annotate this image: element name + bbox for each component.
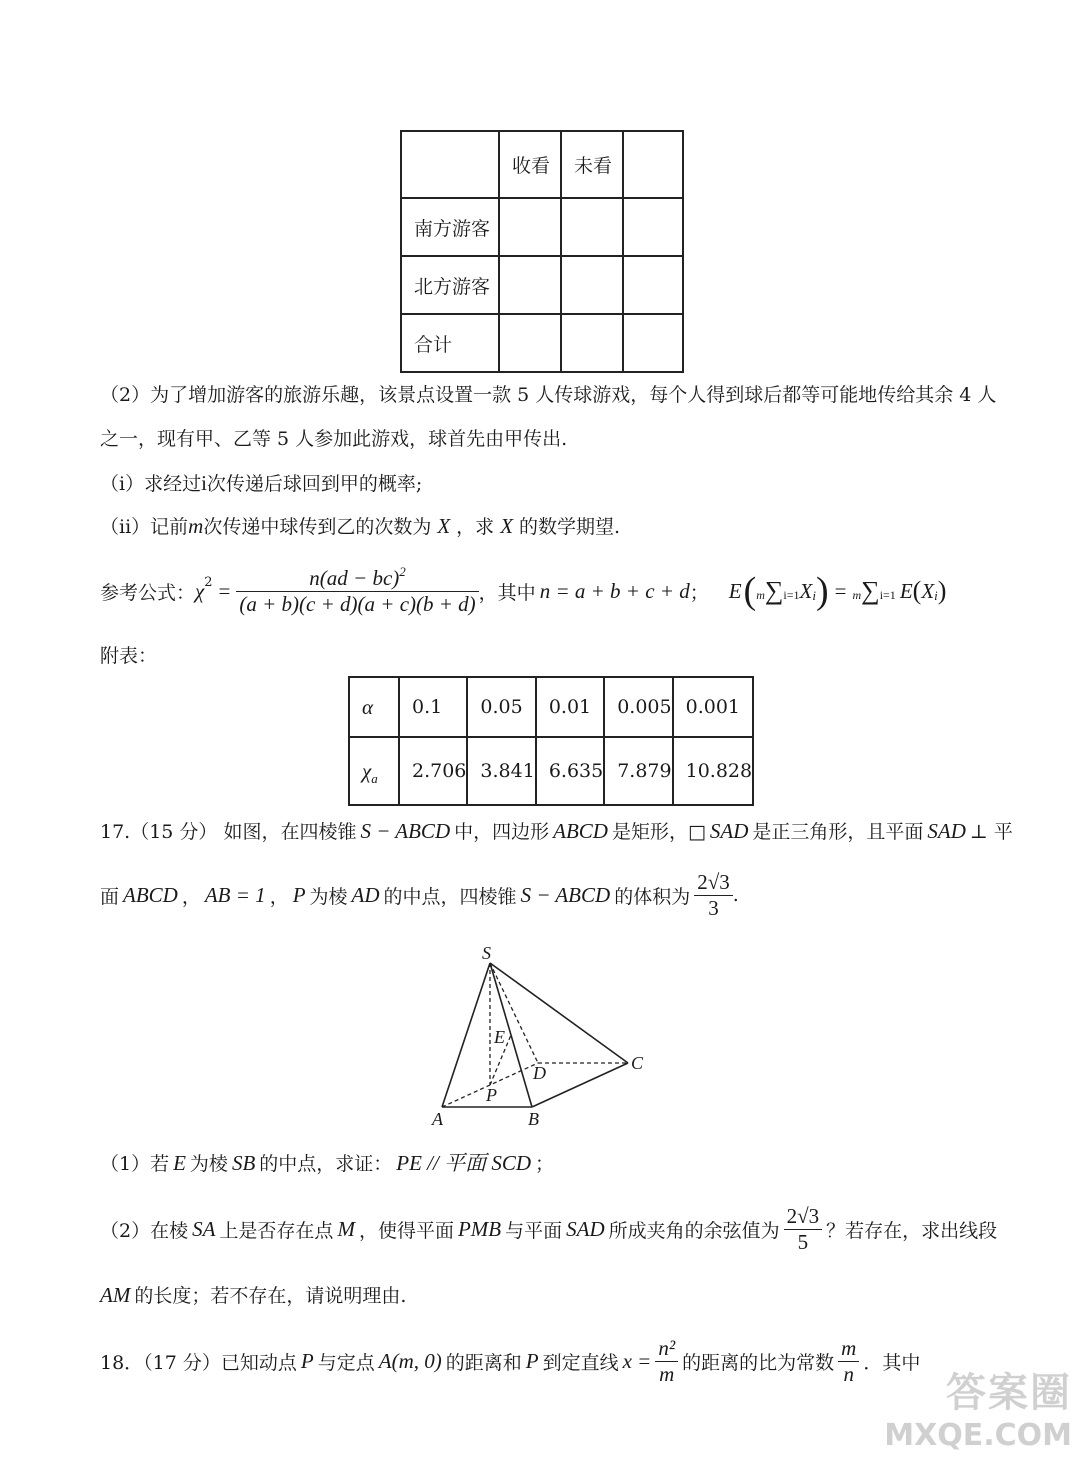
text: 的体积为 — [614, 885, 691, 908]
math-expr: SB — [231, 1151, 256, 1175]
table-cell — [499, 314, 561, 372]
text: 是正三角形，且平面 — [752, 821, 924, 843]
alpha-value: 0.1 — [399, 677, 467, 737]
math-var: m — [188, 514, 204, 538]
denominator: (a + b)(c + d)(a + c)(b + d) — [236, 591, 478, 617]
math-expr: SAD — [709, 819, 749, 843]
table-cell — [623, 256, 683, 314]
text: 是矩形，□ — [611, 821, 706, 843]
text: ，其中 — [478, 581, 536, 604]
math-expr: S − ABCD — [520, 882, 611, 907]
math-expr: ABCD — [553, 819, 608, 843]
text: 次传递中球传到乙的次数为 — [203, 516, 432, 538]
text: 与平面 — [505, 1219, 563, 1242]
chi-value: 7.879 — [604, 737, 672, 805]
table-row-label-south: 南方游客 — [401, 198, 499, 256]
volume-fraction — [694, 870, 733, 921]
text: ，求 — [456, 516, 495, 538]
text: 与定点 — [317, 1351, 375, 1374]
text: 的长度；若不存在，请说明理由. — [134, 1285, 407, 1307]
table-cell — [561, 314, 623, 372]
alpha-value: 0.005 — [604, 677, 672, 737]
formula-label: 参考公式： — [100, 581, 196, 604]
q17-part2-line2 — [100, 1282, 406, 1309]
table-row-label-north: 北方游客 — [401, 256, 499, 314]
edge-SC — [490, 963, 628, 1063]
label-P: P — [486, 1085, 497, 1105]
chi-label — [349, 737, 399, 805]
math-expr: S − ABCD — [360, 819, 451, 843]
watermark-top: 答案圈 — [946, 1370, 1072, 1416]
edge-SA — [442, 963, 490, 1107]
sum-lower: i=1 — [783, 588, 800, 602]
sum-symbol: m∑i=1 — [852, 576, 896, 605]
q17-part1 — [100, 1150, 554, 1177]
text: 上是否存在点 — [219, 1219, 334, 1242]
math-expr: AM — [100, 1283, 131, 1307]
text: 的数学期望. — [519, 516, 621, 538]
watermark-logo — [882, 1361, 1072, 1451]
label-S: S — [482, 945, 491, 963]
table-cell — [623, 131, 683, 198]
text: （1）若 — [100, 1153, 170, 1175]
text: 次传递后球回到甲的概率; — [206, 473, 423, 495]
numerator: 2√3 — [786, 1203, 820, 1228]
math-expr: SA — [192, 1216, 216, 1241]
chi-value: 2.706 — [399, 737, 467, 805]
text: 所成夹角的余弦值为 — [608, 1219, 780, 1242]
text: . — [732, 884, 739, 906]
text: 到定直线 — [542, 1351, 619, 1374]
math-var: α — [362, 694, 374, 719]
denominator: n — [838, 1361, 859, 1387]
line-fraction — [655, 1336, 678, 1387]
critical-value-table — [348, 676, 754, 806]
label-A: A — [432, 1109, 443, 1129]
contingency-table — [400, 130, 684, 373]
label-E: E — [494, 1027, 505, 1047]
sum-symbol: m∑i=1 — [756, 576, 800, 605]
n-definition: n = a + b + c + d — [539, 578, 690, 603]
math-expr: A(m, 0) — [378, 1348, 442, 1373]
table-cell — [499, 198, 561, 256]
text: n(ad − bc) — [309, 565, 400, 590]
text: ⊥ 平 — [969, 821, 1013, 843]
ratio-fraction — [838, 1336, 859, 1387]
q16-sub-ii — [100, 513, 620, 540]
edge-BC — [532, 1063, 628, 1107]
math-expr: AB = 1 — [204, 882, 266, 907]
math-var: i — [201, 471, 207, 495]
q17-part2-line1 — [100, 1196, 997, 1262]
math-expr: x = — [622, 1348, 652, 1373]
math-expr: PE // 平面 SCD — [396, 1151, 532, 1175]
denominator: m — [655, 1361, 678, 1387]
math-var: χ — [362, 758, 372, 783]
math-expr: ABCD — [123, 882, 178, 907]
chi-symbol: χ — [195, 578, 205, 603]
chi-value: 10.828 — [673, 737, 753, 805]
math-var: P — [292, 882, 306, 907]
numerator: 2√3 — [697, 869, 730, 894]
table-cell — [401, 131, 499, 198]
reference-formula: 参考公式： χ 2 = $\frac{n(ad - bc)^2}{(a + b)(c + d)(a + c)(b + d)}$ ，其中 n = a + b + c + d ； E ( m∑i=1 X i ) = m∑i=1 E ( X i ) — [100, 563, 947, 616]
table-row-label-total: 合计 — [401, 314, 499, 372]
alpha-value: 0.01 — [536, 677, 604, 737]
text: （ii）记前 — [100, 516, 189, 538]
sum-upper: m — [852, 588, 862, 602]
table-cell — [499, 256, 561, 314]
q17-line2 — [100, 862, 739, 928]
text: ？若存在，求出线段 — [826, 1219, 998, 1242]
pyramid-figure — [420, 945, 660, 1135]
text: ．其中 — [863, 1351, 921, 1374]
chi-square-fraction — [236, 563, 478, 617]
text: ； — [535, 1153, 555, 1175]
text: 面 — [100, 885, 120, 908]
label-D: D — [533, 1063, 546, 1083]
alpha-value: 0.001 — [673, 677, 753, 737]
denominator: 5 — [784, 1229, 823, 1255]
label-B: B — [528, 1109, 539, 1129]
table-cell — [561, 198, 623, 256]
math-var: M — [337, 1216, 355, 1241]
text: 的距离的比为常数 — [682, 1351, 835, 1374]
text: ，使得平面 — [358, 1219, 454, 1242]
table-header-watched: 收看 — [499, 131, 561, 198]
sum-upper: m — [756, 588, 765, 602]
text: 为棱 — [309, 885, 348, 908]
numerator: n² — [658, 1335, 676, 1360]
text: 的距离和 — [445, 1351, 522, 1374]
appendix-label: 附表： — [100, 645, 158, 667]
math-var: X — [921, 578, 935, 603]
expectation-symbol: E — [728, 578, 742, 603]
text: 17.（15 分） 如图，在四棱锥 — [100, 821, 357, 843]
math-var: E — [173, 1151, 186, 1175]
text: ； — [689, 581, 709, 604]
alpha-label — [349, 677, 399, 737]
q17-line1 — [100, 818, 1013, 845]
math-var: X — [799, 578, 813, 603]
numerator: n(ad − bc)$^2$ — [309, 563, 406, 590]
math-expr: AD — [351, 882, 380, 907]
math-expr: SAD — [566, 1216, 605, 1241]
table-header-not-watched: 未看 — [561, 131, 623, 198]
equals: = — [834, 578, 847, 603]
math-var: X — [437, 514, 451, 538]
text: ， — [181, 885, 201, 908]
math-var: X — [500, 514, 514, 538]
q18-line1 — [100, 1328, 920, 1394]
denominator: 3 — [694, 895, 733, 921]
cosine-fraction — [784, 1204, 823, 1255]
text: （i）求经过 — [100, 473, 202, 495]
text: ， — [269, 885, 289, 908]
q16-sub-i — [100, 470, 422, 497]
text: 为棱 — [189, 1153, 228, 1175]
text: 中，四边形 — [454, 821, 550, 843]
math-expr: SAD — [927, 819, 966, 843]
math-var: P — [300, 1348, 314, 1373]
subscript: a — [371, 770, 378, 786]
chi-value: 3.841 — [467, 737, 535, 805]
table-cell — [561, 256, 623, 314]
text: 的中点，四棱锥 — [383, 885, 517, 908]
table-cell — [623, 314, 683, 372]
sum-lower: i=1 — [879, 588, 896, 602]
expectation-symbol: E — [899, 578, 913, 603]
math-var: P — [525, 1348, 539, 1373]
chi-value: 6.635 — [536, 737, 604, 805]
q16-part2-line1: （2）为了增加游客的旅游乐趣，该景点设置一款 5 人传球游戏，每个人得到球后都等可能地传给其余 4 人 — [100, 384, 997, 406]
label-C: C — [631, 1053, 644, 1073]
text: 的中点，求证： — [259, 1153, 393, 1175]
text: （2）在棱 — [100, 1219, 189, 1242]
alpha-value: 0.05 — [467, 677, 535, 737]
table-cell — [623, 198, 683, 256]
text: 18．（17 分）已知动点 — [100, 1351, 297, 1374]
numerator: m — [841, 1335, 857, 1360]
math-expr: PMB — [457, 1216, 502, 1241]
watermark-bottom: MXQE.COM — [884, 1418, 1072, 1453]
q16-part2-line2: 之一，现有甲、乙等 5 人参加此游戏，球首先由甲传出. — [100, 428, 568, 450]
